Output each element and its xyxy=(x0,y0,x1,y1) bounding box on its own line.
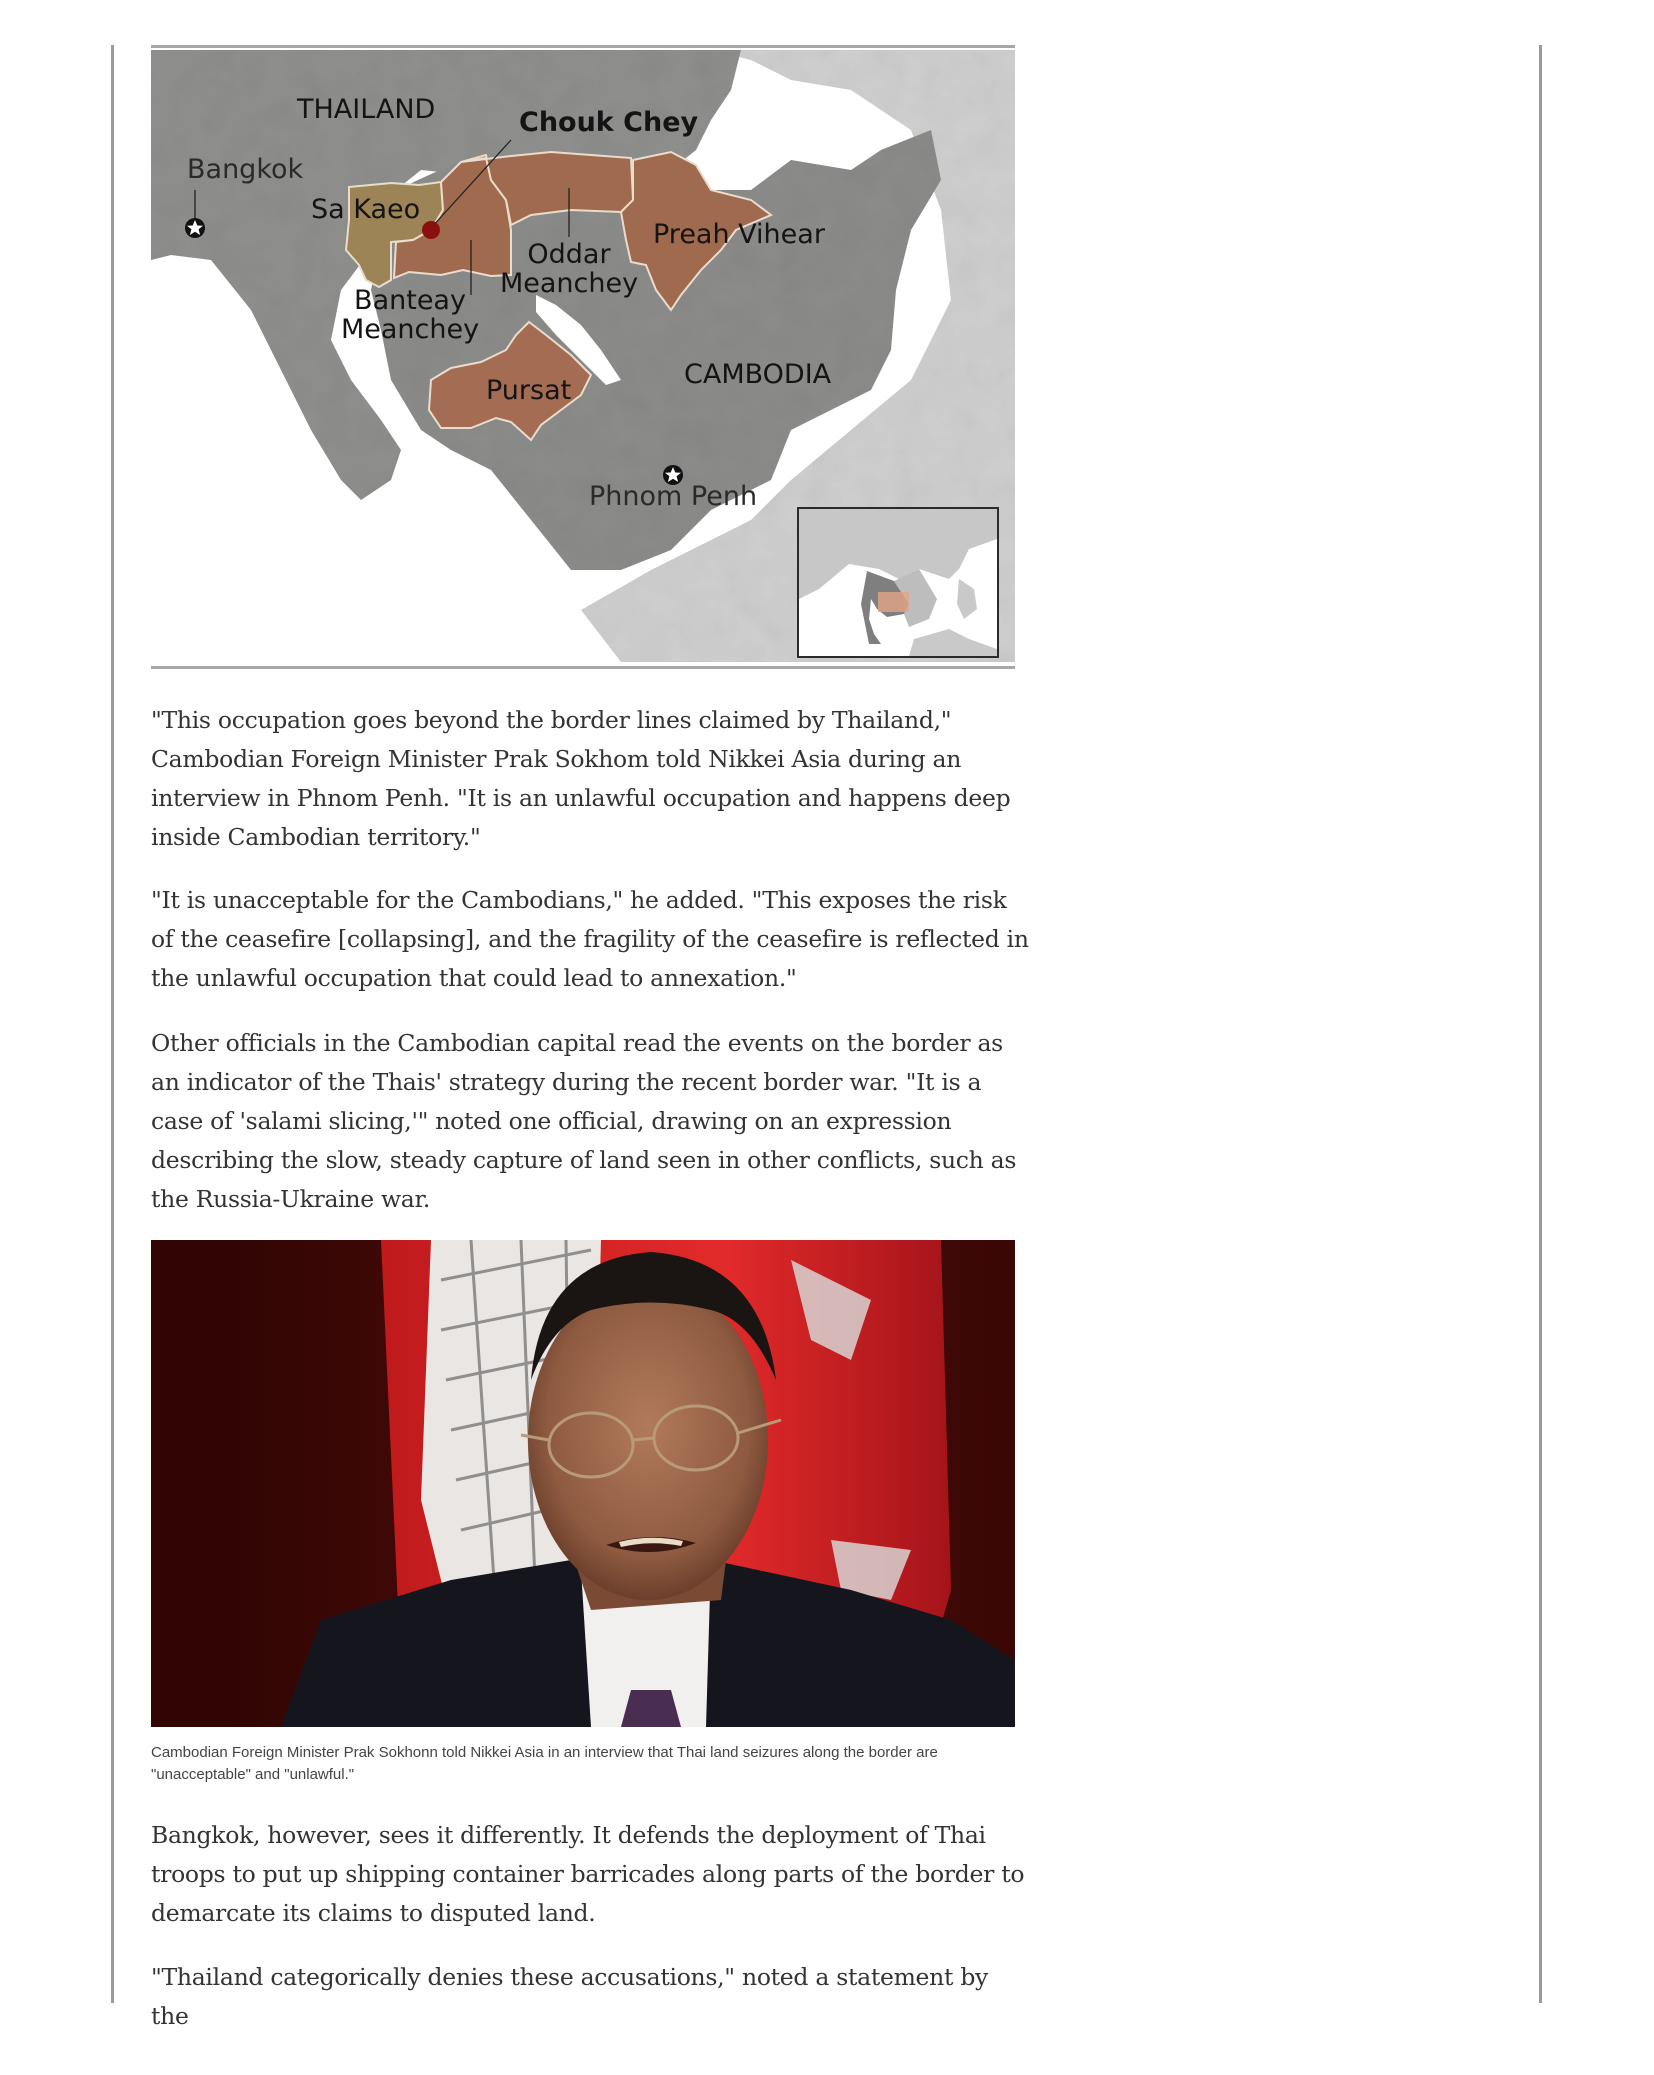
map-label-preah-vihear: Preah Vihear xyxy=(653,219,825,250)
article-paragraph: "Thailand categorically denies these accusations," noted a statement by the xyxy=(151,1963,989,2030)
map-label-phnom-penh: Phnom Penh xyxy=(589,481,758,512)
map-bottom-rule xyxy=(151,666,1015,669)
page-frame-left-border xyxy=(111,45,114,2003)
photo-wall-panel xyxy=(151,1240,221,1727)
map-label-banteay-meanchey-line1: Banteay xyxy=(354,285,466,316)
chouk-chey-marker xyxy=(422,221,440,239)
photo-minister-portrait xyxy=(151,1240,1015,1727)
locator-inset-map xyxy=(797,507,999,658)
page-frame-right-border xyxy=(1539,45,1542,2003)
article-paragraph: Bangkok, however, sees it differently. It defends the deployment of Thai troops to put up shipping container barricades along parts of the border to demarcate its claims to disputed land. xyxy=(151,1821,1025,1927)
map-label-chouk-chey: Chouk Chey xyxy=(519,107,699,138)
article-paragraph: Other officials in the Cambodian capital read the events on the border as an indicator of the Thais' strategy during the recent border war. "It is a case of 'salami slicing,'" noted one official, drawing on an expression describing the slow, steady capture of land seen in other conflicts, such as the Russia-Ukraine war. xyxy=(151,1029,1017,1213)
article-paragraph: "This occupation goes beyond the border lines claimed by Thailand," Cambodian Foreign Minister Prak Sokhom told Nikkei Asia during an interview in Phnom Penh. "It is an unlawful occupation and happens deep inside Cambodian territory." xyxy=(151,706,1011,851)
photo-caption: Cambodian Foreign Minister Prak Sokhonn told Nikkei Asia in an interview that Thai land seizures along the border are "unacceptable" and "unlawful." xyxy=(151,1744,938,1783)
map-label-oddar-meanchey-line1: Oddar xyxy=(527,239,611,270)
article-paragraph: "It is unacceptable for the Cambodians," he added. "This exposes the risk of the ceasefire [collapsing], and the fragility of the ceasefire is reflected in the unlawful occupation that could lead to annexation." xyxy=(151,886,1029,992)
article-photo xyxy=(151,1240,1015,1727)
map-top-rule xyxy=(151,45,1015,48)
map-label-sa-kaeo: Sa Kaeo xyxy=(311,194,421,225)
map-label-oddar-meanchey xyxy=(499,240,639,298)
map-label-thailand: THAILAND xyxy=(297,94,436,125)
map-label-cambodia: CAMBODIA xyxy=(684,359,832,390)
capital-icon-bangkok xyxy=(185,218,205,238)
map-figure xyxy=(151,45,1015,669)
article-column xyxy=(151,45,1029,2030)
photo-tie xyxy=(621,1690,681,1727)
map-label-banteay-meanchey xyxy=(337,286,483,344)
locator-inset-svg xyxy=(799,509,997,656)
map-label-bangkok: Bangkok xyxy=(187,154,304,185)
inset-highlight-region xyxy=(878,592,909,612)
map-canvas xyxy=(151,50,1015,662)
map-label-pursat: Pursat xyxy=(486,375,572,406)
map-label-oddar-meanchey-line2: Meanchey xyxy=(499,268,639,300)
map-label-banteay-meanchey-line2: Meanchey xyxy=(340,314,480,346)
